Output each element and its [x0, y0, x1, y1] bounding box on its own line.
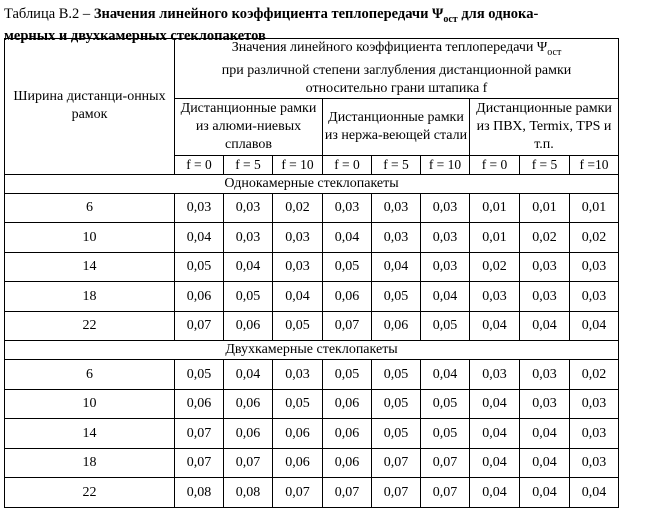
value-cell: 0,06: [323, 282, 372, 312]
value-cell: 0,04: [372, 252, 421, 282]
value-cell: 0,05: [372, 360, 421, 390]
value-cell: 0,03: [570, 252, 619, 282]
value-cell: 0,03: [224, 223, 273, 253]
value-cell: 0,02: [570, 223, 619, 253]
value-cell: 0,05: [175, 360, 224, 390]
value-cell: 0,04: [520, 448, 570, 478]
value-cell: 0,04: [224, 252, 273, 282]
width-cell: 6: [5, 193, 175, 223]
value-cell: 0,06: [175, 282, 224, 312]
value-cell: 0,04: [421, 282, 470, 312]
value-cell: 0,04: [570, 311, 619, 341]
table-row: [5, 448, 619, 478]
value-cell: 0,01: [570, 193, 619, 223]
value-cell: 0,03: [273, 360, 323, 390]
value-cell: 0,03: [520, 252, 570, 282]
value-cell: 0,03: [470, 360, 520, 390]
coefficient-header: [175, 39, 619, 99]
value-cell: 0,02: [570, 360, 619, 390]
value-cell: 0,04: [273, 282, 323, 312]
value-cell: 0,04: [470, 419, 520, 449]
table-row: [5, 360, 619, 390]
value-cell: 0,02: [520, 223, 570, 253]
value-cell: 0,07: [175, 311, 224, 341]
value-cell: 0,07: [323, 311, 372, 341]
value-cell: 0,03: [470, 282, 520, 312]
value-cell: 0,03: [570, 419, 619, 449]
value-cell: 0,06: [323, 389, 372, 419]
value-cell: 0,07: [175, 448, 224, 478]
value-cell: 0,03: [570, 448, 619, 478]
value-cell: 0,03: [570, 389, 619, 419]
value-cell: 0,06: [224, 419, 273, 449]
width-cell: 10: [5, 389, 175, 419]
value-cell: 0,03: [273, 223, 323, 253]
value-cell: 0,05: [421, 389, 470, 419]
value-cell: 0,08: [224, 478, 273, 508]
value-cell: 0,06: [224, 389, 273, 419]
f-header: f = 0: [323, 155, 372, 174]
width-cell: 14: [5, 419, 175, 449]
value-cell: 0,04: [470, 478, 520, 508]
f-header: f = 5: [520, 155, 570, 174]
value-cell: 0,05: [224, 282, 273, 312]
value-cell: 0,03: [372, 193, 421, 223]
section-title-double: Двухкамерные стеклопакеты: [5, 341, 619, 360]
value-cell: 0,03: [520, 282, 570, 312]
value-cell: 0,06: [273, 419, 323, 449]
value-cell: 0,04: [520, 311, 570, 341]
value-cell: 0,05: [323, 360, 372, 390]
f-header: f = 10: [421, 155, 470, 174]
value-cell: 0,04: [570, 478, 619, 508]
coefficient-header-line2: при различной степени заглубления дистанционной рамки: [221, 62, 572, 78]
f-header: f = 0: [470, 155, 520, 174]
value-cell: 0,03: [372, 223, 421, 253]
width-cell: 22: [5, 311, 175, 341]
value-cell: 0,03: [175, 193, 224, 223]
value-cell: 0,04: [175, 223, 224, 253]
value-cell: 0,06: [175, 389, 224, 419]
group-header-pvc: Дистанционные рамки из ПВХ, Termix, TPS и т.п.: [470, 98, 619, 155]
value-cell: 0,03: [323, 193, 372, 223]
table-row: [5, 478, 619, 508]
table-row: [5, 223, 619, 253]
width-cell: 22: [5, 478, 175, 508]
value-cell: 0,07: [323, 478, 372, 508]
value-cell: 0,04: [421, 360, 470, 390]
caption-title-line2: мерных и двухкамерных стеклопакетов: [4, 27, 266, 44]
value-cell: 0,06: [372, 311, 421, 341]
value-cell: 0,01: [470, 223, 520, 253]
value-cell: 0,07: [175, 419, 224, 449]
f-header: f = 10: [273, 155, 323, 174]
value-cell: 0,05: [421, 311, 470, 341]
table-row: [5, 419, 619, 449]
coefficient-header-line1: Значения линейного коэффициента теплопередачи Ψ: [231, 40, 548, 55]
value-cell: 0,04: [520, 419, 570, 449]
value-cell: 0,05: [372, 282, 421, 312]
value-cell: 0,03: [570, 282, 619, 312]
value-cell: 0,03: [273, 252, 323, 282]
caption-title-rest: для однока-: [457, 6, 539, 22]
value-cell: 0,05: [372, 389, 421, 419]
coefficient-header-line3: относительно грани штапика f: [305, 80, 488, 96]
value-cell: 0,05: [372, 419, 421, 449]
width-column-header: Ширина дистанци-онных рамок: [5, 39, 175, 175]
value-cell: 0,08: [175, 478, 224, 508]
value-cell: 0,05: [273, 389, 323, 419]
width-cell: 10: [5, 223, 175, 253]
value-cell: 0,04: [224, 360, 273, 390]
f-header: f = 5: [224, 155, 273, 174]
value-cell: 0,07: [273, 478, 323, 508]
value-cell: 0,04: [323, 223, 372, 253]
f-header: f = 5: [372, 155, 421, 174]
table-row: [5, 282, 619, 312]
value-cell: 0,06: [273, 448, 323, 478]
value-cell: 0,07: [421, 448, 470, 478]
width-cell: 18: [5, 282, 175, 312]
value-cell: 0,03: [520, 360, 570, 390]
coefficient-header-sub: ост: [547, 46, 562, 58]
value-cell: 0,07: [421, 478, 470, 508]
table-row: [5, 252, 619, 282]
value-cell: 0,07: [224, 448, 273, 478]
value-cell: 0,03: [421, 223, 470, 253]
group-header-aluminium: Дистанционные рамки из алюми-ниевых сплавов: [175, 98, 323, 155]
caption-title-main: Значения линейного коэффициента теплопередачи Ψ: [93, 6, 444, 22]
value-cell: 0,07: [372, 448, 421, 478]
value-cell: 0,06: [323, 448, 372, 478]
value-cell: 0,04: [520, 478, 570, 508]
value-cell: 0,07: [372, 478, 421, 508]
value-cell: 0,03: [520, 389, 570, 419]
caption-lead: Таблица В.2 –: [4, 6, 91, 22]
value-cell: 0,01: [470, 193, 520, 223]
value-cell: 0,03: [421, 252, 470, 282]
value-cell: 0,05: [323, 252, 372, 282]
value-cell: 0,04: [470, 448, 520, 478]
width-cell: 6: [5, 360, 175, 390]
caption-title-sub: ост: [443, 13, 458, 25]
coefficient-table: [4, 38, 619, 508]
value-cell: 0,04: [470, 311, 520, 341]
value-cell: 0,05: [273, 311, 323, 341]
table-row: [5, 389, 619, 419]
value-cell: 0,05: [421, 419, 470, 449]
group-header-steel: Дистанционные рамки из нержа-веющей стали: [323, 98, 470, 155]
table-row: [5, 311, 619, 341]
value-cell: 0,03: [421, 193, 470, 223]
value-cell: 0,06: [323, 419, 372, 449]
value-cell: 0,06: [224, 311, 273, 341]
value-cell: 0,03: [224, 193, 273, 223]
f-header: f = 0: [175, 155, 224, 174]
f-header: f =10: [570, 155, 619, 174]
width-cell: 18: [5, 448, 175, 478]
value-cell: 0,01: [520, 193, 570, 223]
section-title-single: Однокамерные стеклопакеты: [5, 174, 619, 193]
value-cell: 0,02: [273, 193, 323, 223]
value-cell: 0,05: [175, 252, 224, 282]
value-cell: 0,02: [470, 252, 520, 282]
value-cell: 0,04: [470, 389, 520, 419]
table-row: [5, 193, 619, 223]
width-cell: 14: [5, 252, 175, 282]
